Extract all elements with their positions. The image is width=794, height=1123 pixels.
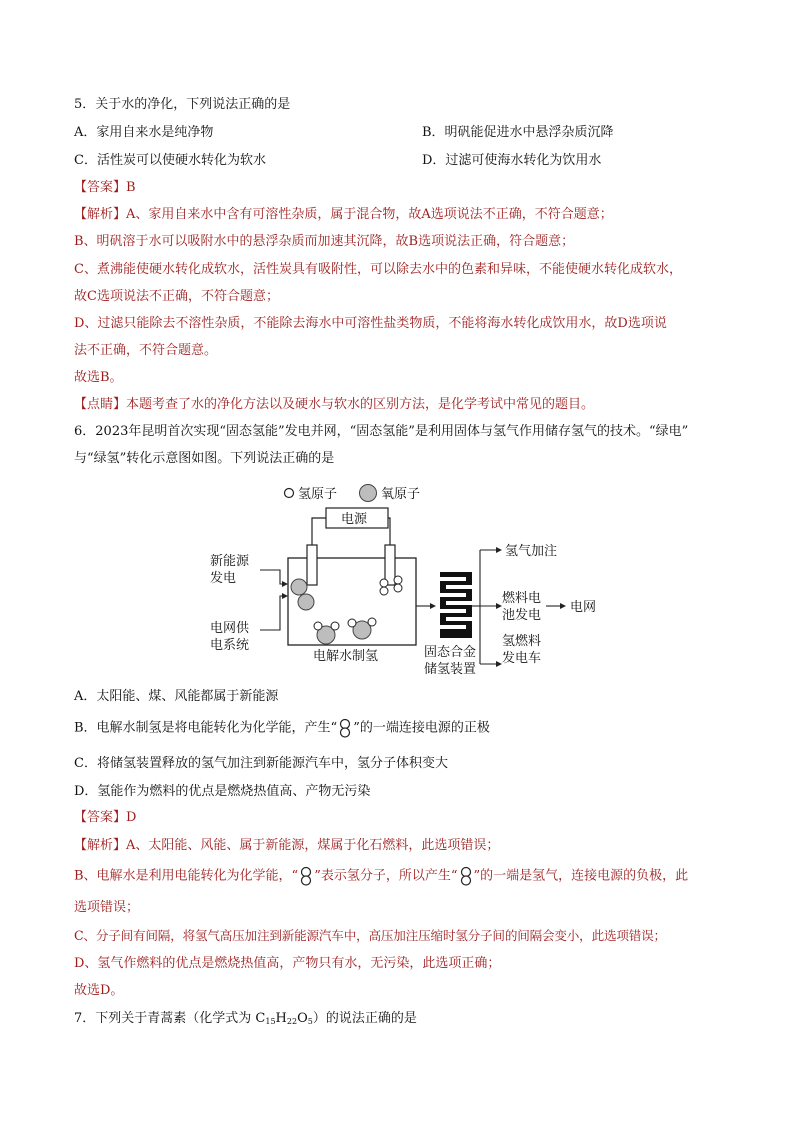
h2-car-label-1: 氢燃料 (502, 634, 542, 649)
q5-answer (74, 179, 136, 197)
power-source-label: 电源 (341, 512, 368, 527)
q5-option-c: C．活性炭可以使硬水转化为软水 (74, 153, 266, 168)
q6-option-b-text-end: ”的一端连接电源的正极 (353, 720, 490, 736)
electrolysis-label: 电解水制氢 (313, 649, 379, 664)
q6-option-a: A．太阳能、煤、风能都属于新能源 (74, 689, 279, 704)
new-energy-label-2: 发电 (210, 571, 237, 586)
hydrogen-atom-legend-icon (285, 489, 294, 498)
answer-tag: 【答案】 (74, 180, 127, 195)
grid-supply-label-1: 电网供 (210, 621, 250, 636)
q5-option-a: A．家用自来水是纯净物 (74, 125, 214, 140)
q5-analysis-2: B、明矾溶于水可以吸附水中的悬浮杂质而加速其沉降，故B选项说法正确，符合题意； (74, 234, 575, 249)
analysis-text: A、太阳能、风能、属于新能源，煤属于化石燃料，此选项错误； (126, 838, 500, 853)
answer-tag: 【答案】 (74, 810, 127, 825)
q6-analysis-2 (74, 866, 688, 886)
new-energy-label-1: 新能源 (210, 554, 250, 569)
q6-option-b (74, 718, 490, 738)
q6-stem-1: 6．2023年昆明首次实现“固态氢能”发电并网，“固态氢能”是利用固体与氢气作用储存氢气的技术。“绿电” (74, 424, 689, 439)
hydrogen-molecule-icon (338, 718, 352, 738)
q6-option-b-text: B．电解水制氢是将电能转化为化学能，产生“ (74, 720, 338, 736)
q6-option-d: D．氢能作为燃料的优点是燃烧热值高、产物无污染 (74, 784, 371, 799)
q7-stem-text: 7．下列关于青蒿素（化学式为 C (74, 1011, 266, 1026)
hydrogen-molecule-icon (459, 866, 473, 886)
q6-option-c: C．将储氢装置释放的氢气加注到新能源汽车中，氢分子体积变大 (74, 756, 448, 771)
analysis-text: ”的一端是氢气，连接电源的负极，此 (473, 868, 689, 884)
legend-hydrogen-label: 氢原子 (298, 487, 338, 502)
formula-subscript: 5 (307, 1017, 313, 1026)
q5-conclusion: 故选B。 (74, 370, 123, 385)
q5-analysis-1 (74, 206, 613, 224)
storage-label-2: 储氢装置 (424, 662, 477, 677)
analysis-text: B、电解水是利用电能转化为化学能，“ (74, 868, 299, 884)
comment-text: 本题考查了水的净化方法以及硬水与软水的区别方法，是化学考试中常见的题目。 (126, 397, 595, 412)
q5-analysis-4a: D、过滤只能除去不溶性杂质，不能除去海水中可溶性盐类物质，不能将海水转化成饮用水，故D选项说 (74, 316, 667, 331)
oxygen-atom-legend-icon (360, 485, 377, 502)
q5-comment (74, 396, 594, 414)
q5-analysis-3b: 故C选项说法不正确，不符合题意； (74, 289, 279, 304)
q6-analysis-4: D、氢气作燃料的优点是燃烧热值高，产物只有水，无污染，此选项正确； (74, 956, 501, 971)
electrode-left (307, 545, 317, 585)
h2-car-label-2: 发电车 (502, 651, 542, 666)
solid-alloy-storage-icon (440, 572, 472, 638)
formula-element: O (297, 1011, 308, 1026)
legend-oxygen-label: 氧原子 (381, 487, 421, 502)
q5-options-row2 (74, 152, 714, 170)
grid-supply-label-2: 电系统 (210, 638, 250, 653)
analysis-tag: 【解析】 (74, 838, 127, 853)
electrode-right (385, 545, 395, 585)
q5-analysis-4b: 法不正确，不符合题意。 (74, 343, 218, 358)
answer-value: D (126, 810, 137, 825)
q5-options-row1 (74, 124, 714, 142)
q5-analysis-3a: C、煮沸能使硬水转化成软水，活性炭具有吸附性，可以除去水中的色素和异味，不能使硬水转化成软水， (74, 262, 682, 277)
q6-stem-2: 与“绿氢”转化示意图如图。下列说法正确的是 (74, 451, 335, 466)
comment-tag: 【点睛】 (74, 397, 127, 412)
q5-option-b: B．明矾能促进水中悬浮杂质沉降 (422, 125, 614, 140)
q6-answer (74, 809, 136, 827)
storage-label-1: 固态合金 (424, 645, 477, 660)
q7-stem-text-end: ）的说法正确的是 (312, 1011, 417, 1026)
fuel-cell-label-1: 燃料电 (502, 591, 542, 606)
analysis-tag: 【解析】 (74, 207, 127, 222)
q6-conclusion: 故选D。 (74, 983, 124, 998)
fuel-cell-label-2: 池发电 (502, 608, 542, 623)
formula-element: H (275, 1011, 287, 1026)
q5-option-d: D．过滤可使海水转化为饮用水 (422, 153, 602, 168)
formula-subscript: 22 (286, 1017, 298, 1026)
q6-analysis-2b: 选项错误； (74, 900, 140, 915)
grid-label: 电网 (570, 600, 597, 615)
q5-stem: 5．关于水的净化，下列说法正确的是 (74, 97, 291, 112)
q6-analysis-3: C、分子间有间隔，将氢气高压加注到新能源汽车中，高压加注压缩时氢分子间的间隔会变小，此选项错误； (74, 928, 666, 943)
hydrogen-molecule-icon (299, 866, 313, 886)
analysis-text: A、家用自来水中含有可溶性杂质，属于混合物，故A选项说法不正确，不符合题意； (126, 207, 613, 222)
analysis-text: ”表示氢分子，所以产生“ (314, 868, 458, 884)
answer-value: B (126, 180, 136, 195)
h2-fill-label: 氢气加注 (505, 544, 558, 559)
q7-stem (74, 1010, 417, 1031)
hydrogen-conversion-diagram (200, 478, 620, 683)
formula-subscript: 15 (265, 1017, 276, 1026)
q6-analysis-1 (74, 837, 499, 855)
